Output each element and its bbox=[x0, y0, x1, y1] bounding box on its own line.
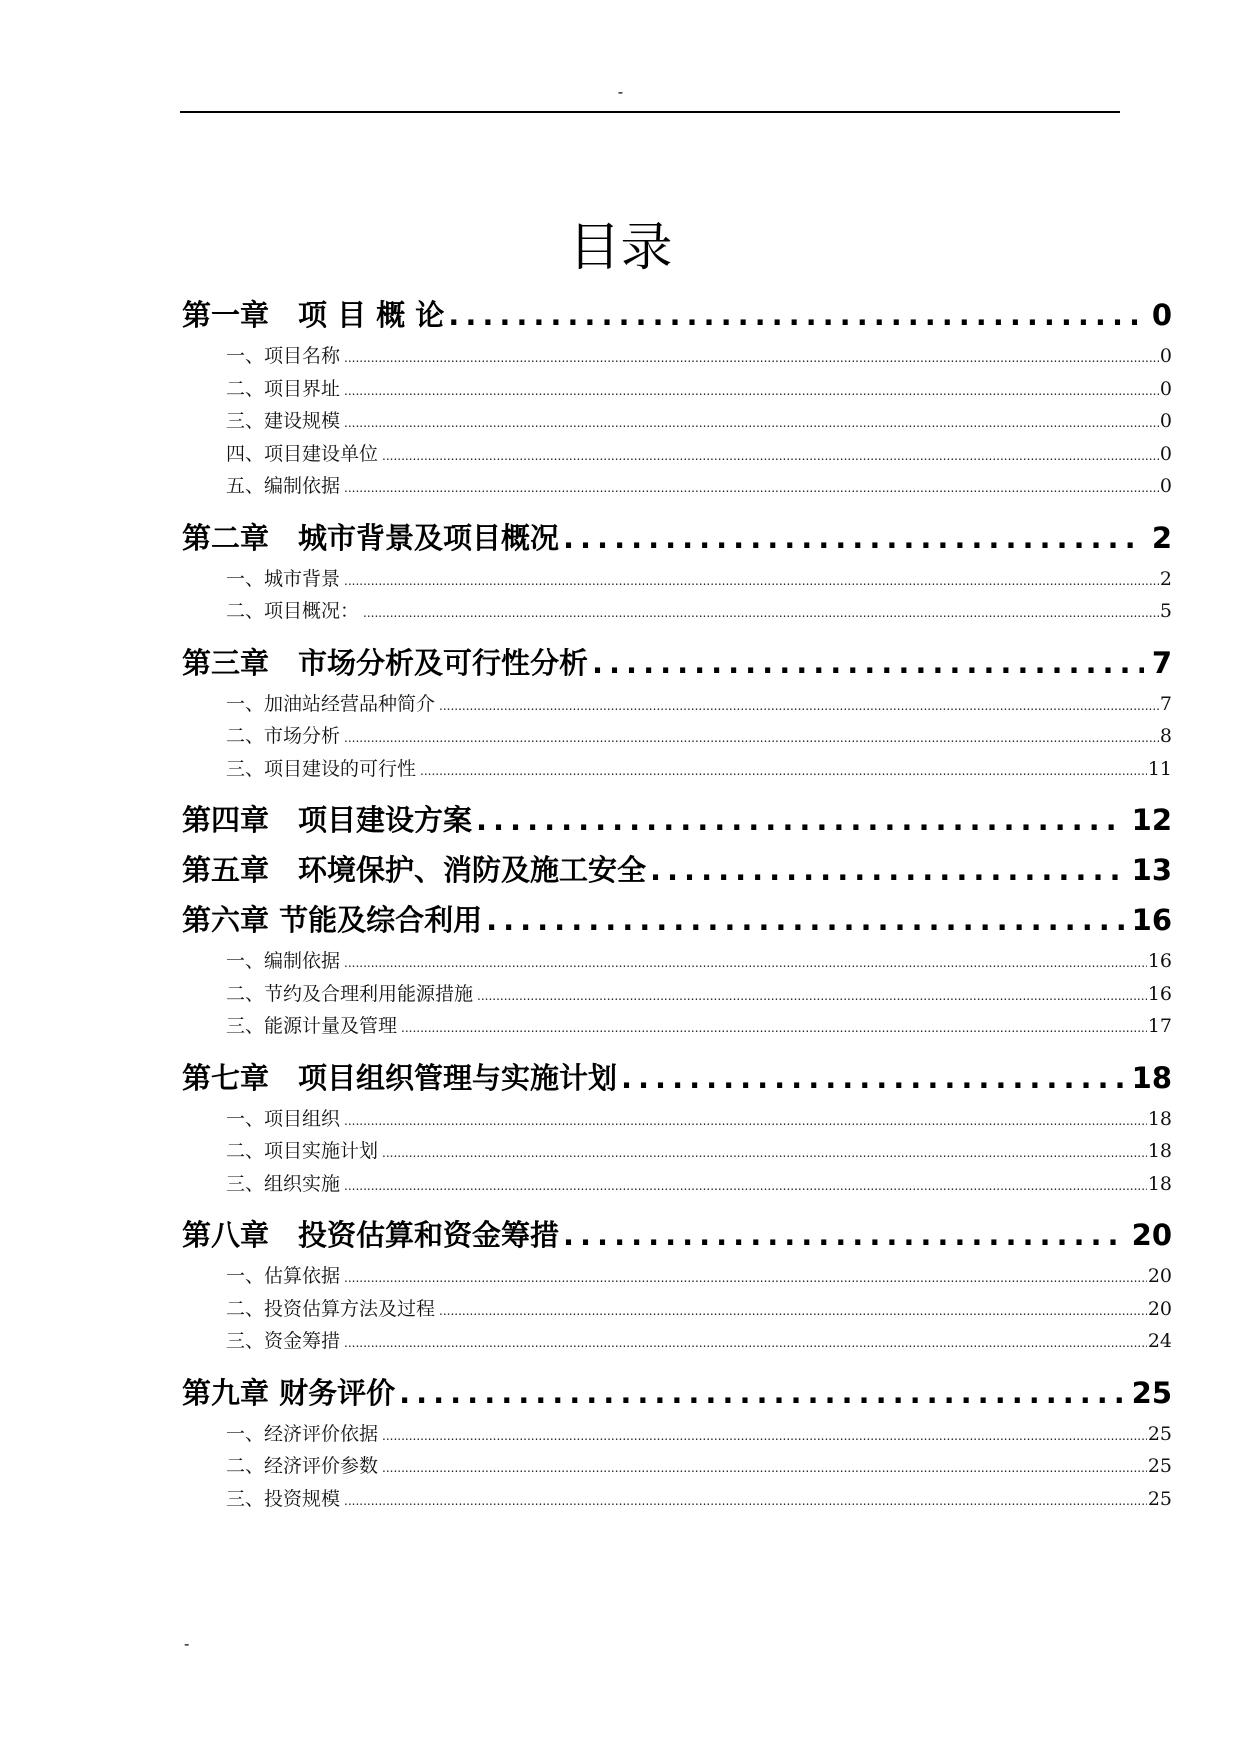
section-page-number: 5 bbox=[1159, 600, 1172, 622]
leader-dots bbox=[344, 342, 1159, 375]
toc-chapter-entry[interactable] bbox=[182, 1220, 1172, 1250]
toc-section-entry[interactable] bbox=[182, 1483, 1172, 1516]
section-title: 二、经济评价参数 bbox=[226, 1455, 379, 1477]
chapter-page-number: 18 bbox=[1131, 1060, 1172, 1095]
section-title: 三、组织实施 bbox=[226, 1172, 341, 1195]
leader-dots bbox=[439, 1295, 1147, 1328]
leader-dots bbox=[344, 1327, 1147, 1360]
section-page-number: 0 bbox=[1159, 410, 1172, 432]
chapter-page-number: 20 bbox=[1131, 1218, 1172, 1252]
leader-dots bbox=[621, 1063, 1124, 1093]
toc-section-entry[interactable] bbox=[182, 1260, 1172, 1293]
toc-section-entry[interactable] bbox=[182, 1293, 1172, 1326]
section-page-number: 20 bbox=[1147, 1297, 1172, 1320]
section-title: 一、项目名称 bbox=[226, 345, 341, 367]
chapter-page-number: 12 bbox=[1131, 803, 1172, 837]
header-rule bbox=[180, 111, 1120, 113]
toc-chapter-entry[interactable] bbox=[182, 300, 1172, 330]
section-page-number: 0 bbox=[1159, 345, 1172, 367]
section-page-number: 20 bbox=[1147, 1265, 1172, 1287]
chapter-title: 第三章 市场分析及可行性分析 bbox=[182, 645, 589, 680]
leader-dots bbox=[344, 1105, 1147, 1138]
leader-dots bbox=[563, 523, 1144, 553]
section-page-number: 18 bbox=[1147, 1172, 1172, 1195]
section-page-number: 7 bbox=[1159, 692, 1172, 715]
leader-dots bbox=[650, 855, 1124, 885]
section-page-number: 0 bbox=[1159, 475, 1172, 497]
section-title: 二、项目界址 bbox=[226, 377, 341, 400]
toc-section-entry[interactable] bbox=[182, 405, 1172, 438]
toc-chapter-entry[interactable] bbox=[182, 805, 1172, 835]
section-page-number: 24 bbox=[1147, 1330, 1172, 1352]
header-mark: - bbox=[617, 82, 624, 101]
leader-dots bbox=[477, 980, 1147, 1013]
leader-dots bbox=[344, 1170, 1147, 1203]
toc-section-entry[interactable] bbox=[182, 753, 1172, 786]
chapter-title: 第九章 财务评价 bbox=[182, 1375, 396, 1410]
leader-dots bbox=[344, 407, 1159, 440]
chapter-page-number: 7 bbox=[1151, 645, 1172, 680]
toc-section-entry[interactable] bbox=[182, 1103, 1172, 1136]
section-page-number: 25 bbox=[1147, 1487, 1172, 1510]
section-title: 三、投资规模 bbox=[226, 1487, 341, 1510]
leader-dots bbox=[420, 755, 1147, 788]
section-title: 二、市场分析 bbox=[226, 725, 341, 747]
section-title: 一、加油站经营品种简介 bbox=[226, 692, 436, 715]
chapter-title: 第八章 投资估算和资金筹措 bbox=[182, 1218, 560, 1252]
section-page-number: 18 bbox=[1147, 1140, 1172, 1162]
section-title: 二、项目实施计划 bbox=[226, 1140, 379, 1162]
toc-section-entry[interactable] bbox=[182, 595, 1172, 628]
section-page-number: 25 bbox=[1147, 1455, 1172, 1477]
section-title: 二、项目概况： bbox=[226, 600, 360, 622]
chapter-title: 第二章 城市背景及项目概况 bbox=[182, 520, 560, 555]
toc-section-entry[interactable] bbox=[182, 1010, 1172, 1043]
section-page-number: 25 bbox=[1147, 1422, 1172, 1445]
leader-dots bbox=[382, 1137, 1147, 1170]
section-title: 二、节约及合理利用能源措施 bbox=[226, 982, 474, 1005]
leader-dots bbox=[344, 565, 1159, 598]
section-page-number: 11 bbox=[1147, 757, 1172, 780]
leader-dots bbox=[439, 690, 1159, 723]
leader-dots bbox=[399, 1378, 1124, 1408]
chapter-page-number: 13 bbox=[1131, 853, 1172, 887]
section-title: 三、能源计量及管理 bbox=[226, 1015, 398, 1037]
leader-dots bbox=[344, 375, 1159, 408]
chapter-title: 第四章 项目建设方案 bbox=[182, 803, 473, 837]
section-title: 一、估算依据 bbox=[226, 1265, 341, 1287]
section-page-number: 17 bbox=[1147, 1015, 1172, 1037]
toc-chapter-entry[interactable] bbox=[182, 520, 1172, 555]
leader-dots bbox=[344, 472, 1159, 505]
toc-section-entry[interactable] bbox=[182, 1450, 1172, 1483]
leader-dots bbox=[448, 300, 1144, 330]
leader-dots bbox=[382, 1420, 1147, 1453]
chapter-title: 第五章 环境保护、消防及施工安全 bbox=[182, 853, 647, 887]
leader-dots bbox=[344, 1262, 1147, 1295]
section-page-number: 8 bbox=[1159, 725, 1172, 747]
section-page-number: 16 bbox=[1147, 982, 1172, 1005]
section-title: 三、项目建设的可行性 bbox=[226, 757, 417, 780]
toc-chapter-entry[interactable] bbox=[182, 905, 1172, 935]
leader-dots bbox=[344, 1485, 1147, 1518]
section-page-number: 16 bbox=[1147, 950, 1172, 972]
section-title: 一、项目组织 bbox=[226, 1107, 341, 1130]
section-title: 三、资金筹措 bbox=[226, 1330, 341, 1352]
chapter-page-number: 25 bbox=[1131, 1375, 1172, 1410]
toc-chapter-entry[interactable] bbox=[182, 855, 1172, 885]
table-of-contents bbox=[182, 300, 1172, 1515]
toc-chapter-entry[interactable] bbox=[182, 1375, 1172, 1410]
toc-section-entry[interactable] bbox=[182, 1135, 1172, 1168]
leader-dots bbox=[363, 597, 1159, 630]
leader-dots bbox=[344, 947, 1147, 980]
leader-dots bbox=[476, 805, 1124, 835]
toc-section-entry[interactable] bbox=[182, 1168, 1172, 1201]
section-page-number: 2 bbox=[1159, 567, 1172, 590]
section-page-number: 18 bbox=[1147, 1107, 1172, 1130]
toc-section-entry[interactable] bbox=[182, 373, 1172, 406]
section-title: 一、编制依据 bbox=[226, 950, 341, 972]
section-title: 五、编制依据 bbox=[226, 475, 341, 497]
chapter-page-number: 16 bbox=[1131, 903, 1172, 937]
section-title: 二、投资估算方法及过程 bbox=[226, 1297, 436, 1320]
toc-title: 目录 bbox=[568, 218, 673, 278]
toc-section-entry[interactable] bbox=[182, 1325, 1172, 1358]
footer-mark: - bbox=[184, 1634, 190, 1653]
section-title: 四、项目建设单位 bbox=[226, 442, 379, 465]
section-page-number: 0 bbox=[1159, 377, 1172, 400]
chapter-title: 第六章 节能及综合利用 bbox=[182, 903, 483, 937]
leader-dots bbox=[344, 722, 1159, 755]
toc-section-entry[interactable] bbox=[182, 563, 1172, 596]
chapter-page-number: 0 bbox=[1151, 298, 1172, 332]
chapter-title: 第七章 项目组织管理与实施计划 bbox=[182, 1060, 618, 1095]
leader-dots bbox=[382, 1452, 1147, 1485]
leader-dots bbox=[382, 440, 1159, 473]
section-page-number: 0 bbox=[1159, 442, 1172, 465]
toc-chapter-entry[interactable] bbox=[182, 1060, 1172, 1095]
toc-section-entry[interactable] bbox=[182, 470, 1172, 503]
toc-chapter-entry[interactable] bbox=[182, 645, 1172, 680]
chapter-title: 第一章 项 目 概 论 bbox=[182, 298, 445, 332]
section-title: 一、经济评价依据 bbox=[226, 1422, 379, 1445]
leader-dots bbox=[592, 648, 1144, 678]
toc-section-entry[interactable] bbox=[182, 720, 1172, 753]
section-title: 三、建设规模 bbox=[226, 410, 341, 432]
leader-dots bbox=[401, 1012, 1147, 1045]
toc-section-entry[interactable] bbox=[182, 1418, 1172, 1451]
section-title: 一、城市背景 bbox=[226, 567, 341, 590]
leader-dots bbox=[563, 1220, 1124, 1250]
toc-section-entry[interactable] bbox=[182, 438, 1172, 471]
chapter-page-number: 2 bbox=[1151, 520, 1172, 555]
leader-dots bbox=[486, 905, 1124, 935]
toc-section-entry[interactable] bbox=[182, 945, 1172, 978]
toc-section-entry[interactable] bbox=[182, 340, 1172, 373]
toc-section-entry[interactable] bbox=[182, 978, 1172, 1011]
toc-section-entry[interactable] bbox=[182, 688, 1172, 721]
